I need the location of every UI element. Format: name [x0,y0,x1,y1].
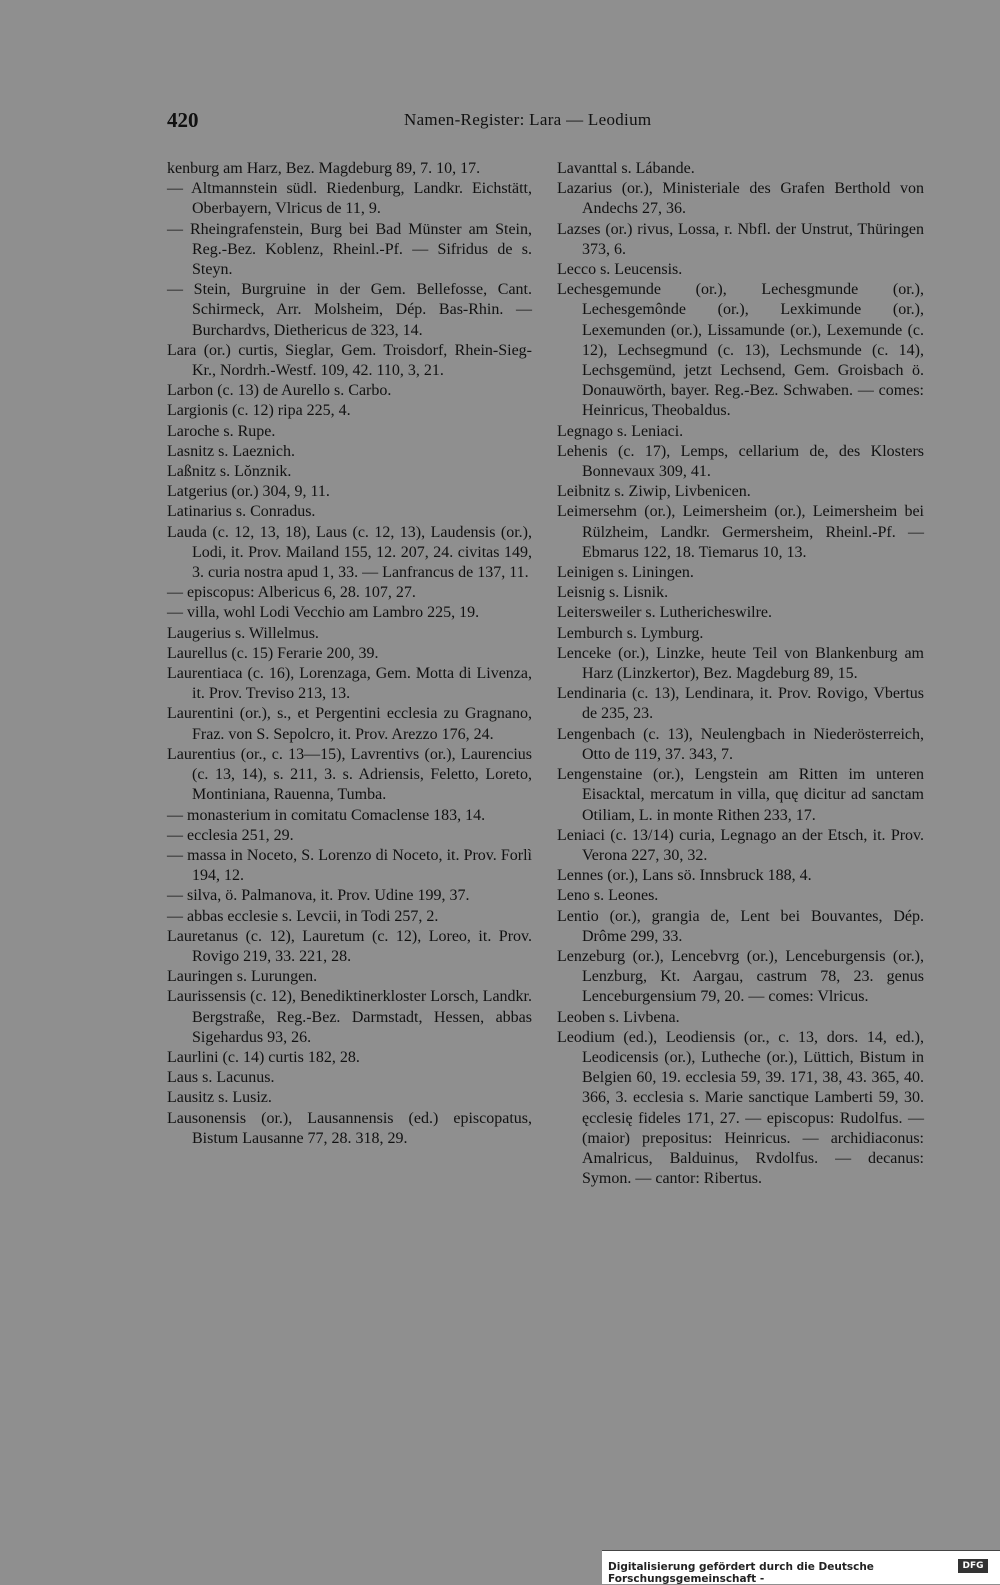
index-entry: Lendinaria (c. 13), Lendinara, it. Prov. Rovigo, Vbertus de 235, 23. [557,685,924,723]
right-column [557,159,924,1189]
dfg-logo: DFG [958,1559,988,1573]
index-entry: Lennes (or.), Lans sö. Innsbruck 188, 4. [557,867,812,885]
index-entry: Laurellus (c. 15) Ferarie 200, 39. [167,644,379,662]
index-entry: Lengenstaine (or.), Lengstein am Ritten im unteren Eisacktal, mercatum in villa, quę dicitur ad sanctam Otiliam, L. in monte Rithen 233, 17. [557,766,924,824]
index-entry: Laurentiaca (c. 16), Lorenzaga, Gem. Motta di Livenza, it. Prov. Treviso 213, 13. [167,665,532,703]
index-entry: Lauretanus (c. 12), Lauretum (c. 12), Loreo, it. Prov. Rovigo 219, 33. 221, 28. [167,927,532,965]
dfg-footer-banner [602,1550,1000,1584]
index-entry: Largionis (c. 12) ripa 225, 4. [167,402,351,420]
funding-credit: Digitalisierung gefördert durch die Deutsche Forschungsgemeinschaft - [608,1561,874,1585]
index-entry: Laroche s. Rupe. [167,422,276,440]
index-entry: — ecclesia 251, 29. [167,826,294,844]
index-entry: — monasterium in comitatu Comaclense 183, 14. [167,806,486,824]
index-entry: Lentio (or.), grangia de, Lent bei Bouvantes, Dép. Drôme 299, 33. [557,907,924,945]
index-entry: Lehenis (c. 17), Lemps, cellarium de, des Klosters Bonnevaux 309, 41. [557,442,924,481]
index-entry: Lara (or.) curtis, Sieglar, Gem. Troisdorf, Rhein-Sieg-Kr., Nordrh.-Westf. 109, 42. 110, 3, 21. [167,341,532,380]
index-entry: — Rheingrafenstein, Burg bei Bad Münster am Stein, Reg.-Bez. Koblenz, Rheinl.-Pf. — Sifridus de s. Steyn. [167,220,532,279]
index-entry: Legnago s. Leniaci. [557,422,684,440]
index-entry: Laßnitz s. Lŏnznik. [167,463,292,481]
index-entry: — abbas ecclesie s. Levcii, in Todi 257, 2. [167,907,439,925]
index-entry: Leimersehm (or.), Leimersheim (or.), Leimersheim bei Rülzheim, Landkr. Germersheim, Rheinl.-Pf. — Ebmarus 122, 18. Tiemarus 10, 13. [557,503,924,561]
index-entry: — silva, ö. Palmanova, it. Prov. Udine 199, 37. [167,887,470,905]
index-entry: Lenzeburg (or.), Lencebvrg (or.), Lenceburgensis (or.), Lenzburg, Kt. Aargau, castrum 78, 23. genus Lenceburgensium 79, 20. — comes: Vlricus. [557,947,924,1006]
index-entry: Lavanttal s. Lábande. [557,160,695,177]
left-column [167,159,532,1149]
index-entry: Leitersweiler s. Luthericheswilre. [557,604,773,622]
index-entry: Leodium (ed.), Leodiensis (or., c. 13, dors. 14, ed.), Leodicensis (or.), Lutheche (or.), Lüttich, Bistum in Belgien 60, 19. ecclesia 59, 39. 171, 38, 43. 365, 40. 366, 3. ecclesia s. Marie sanctique Lamberti 59, 30. ęcclesię fideles 171, 27. — episcopus: Rudolfus. — (maior) prepositus: Heinricus. — archidiaconus: Amalricus, Balduinus, Rvdolfus. — decanus: Symon. — cantor: Ribertus. [557,1028,924,1188]
index-entry: Lemburch s. Lymburg. [557,624,704,642]
index-entry: Lauringen s. Lurungen. [167,968,318,986]
page-number: 420 [167,108,199,132]
running-head: Namen-Register: Lara — Leodium [404,110,652,129]
index-entry: — episcopus: Albericus 6, 28. 107, 27. [167,584,416,602]
index-entry: Laurentini (or.), s., et Pergentini ecclesia zu Gragnano, Fraz. von S. Sepolcro, it. Prov. Arezzo 176, 24. [167,705,532,743]
index-entry: Lecco s. Leucensis. [557,261,683,279]
index-entry: Lausitz s. Lusiz. [167,1089,272,1107]
index-entry: Lazses (or.) rivus, Lossa, r. Nbfl. der Unstrut, Thüringen 373, 6. [557,220,924,258]
index-entry: Laurentius (or., c. 13—15), Lavrentivs (or.), Laurencius (c. 13, 14), s. 211, 3. s. Adriensis, Feletto, Loreto, Montiniana, Rauenna, Tumba. [167,745,532,804]
index-entry: Laurlini (c. 14) curtis 182, 28. [167,1048,360,1066]
index-entry: Lechesgemunde (or.), Lechesgmunde (or.), Lechesgemônde (or.), Lexkimunde (or.), Lexemunden (or.), Lissamunde (or.), Lexemunde (c. 12), Lechsegmund (c. 13), Lechsmunde (c. 14), Lechsgemünd, jetzt Lechsend, Gem. Groisbach ö. Donauwörth, bayer. Reg.-Bez. Schwaben. — comes: Heinricus, Theobaldus. [557,281,924,420]
page-header [0,108,1000,138]
index-entry: Latgerius (or.) 304, 9, 11. [167,483,330,501]
index-entry: Lauda (c. 12, 13, 18), Laus (c. 12, 13), Laudensis (or.), Lodi, it. Prov. Mailand 155, 12. 207, 24. civitas 149, 3. curia nostra apud 1, 33. — Lanfrancus de 137, 11. [167,523,532,582]
index-entry: — massa in Noceto, S. Lorenzo di Noceto, it. Prov. Forlì 194, 12. [167,846,532,885]
index-entry: Laurissensis (c. 12), Benediktinerkloster Lorsch, Landkr. Bergstraße, Reg.-Bez. Darmstadt, Hessen, abbas Sigehardus 93, 26. [167,988,532,1046]
index-entry: Leisnig s. Lisnik. [557,584,669,602]
index-entry: Leoben s. Livbena. [557,1008,680,1026]
index-entry: Leibnitz s. Ziwip, Livbenicen. [557,483,751,501]
index-entry: Leinigen s. Liningen. [557,564,694,582]
index-entry: — villa, wohl Lodi Vecchio am Lambro 225, 19. [167,604,480,622]
index-entry: Lazarius (or.), Ministeriale des Grafen Berthold von Andechs 27, 36. [557,180,924,218]
index-entry: Leno s. Leones. [557,887,659,905]
index-entry: Lasnitz s. Laeznich. [167,442,295,460]
index-entry: Laus s. Lacunus. [167,1069,275,1087]
index-entry: Lengenbach (c. 13), Neulengbach in Niederösterreich, Otto de 119, 37. 343, 7. [557,725,924,763]
index-entry: Lenceke (or.), Linzke, heute Teil von Blankenburg am Harz (Linzkertor), Bez. Magdeburg 89, 15. [557,644,924,683]
index-entry: Leniaci (c. 13/14) curia, Legnago an der Etsch, it. Prov. Verona 227, 30, 32. [557,826,924,864]
index-entry: Lausonensis (or.), Lausannensis (ed.) episcopatus, Bistum Lausanne 77, 28. 318, 29. [167,1109,532,1147]
index-entry: kenburg am Harz, Bez. Magdeburg 89, 7. 10, 17. [167,160,481,177]
index-entry: Laugerius s. Willelmus. [167,624,319,642]
index-entry: Latinarius s. Conradus. [167,503,316,521]
index-entry: — Stein, Burgruine in der Gem. Bellefosse, Cant. Schirmeck, Arr. Molsheim, Dép. Bas-Rhin. — Burchardvs, Diethericus de 323, 14. [167,281,532,339]
index-entry: Larbon (c. 13) de Aurello s. Carbo. [167,382,392,400]
index-entry: — Altmannstein südl. Riedenburg, Landkr. Eichstätt, Oberbayern, Vlricus de 11, 9. [167,180,532,218]
